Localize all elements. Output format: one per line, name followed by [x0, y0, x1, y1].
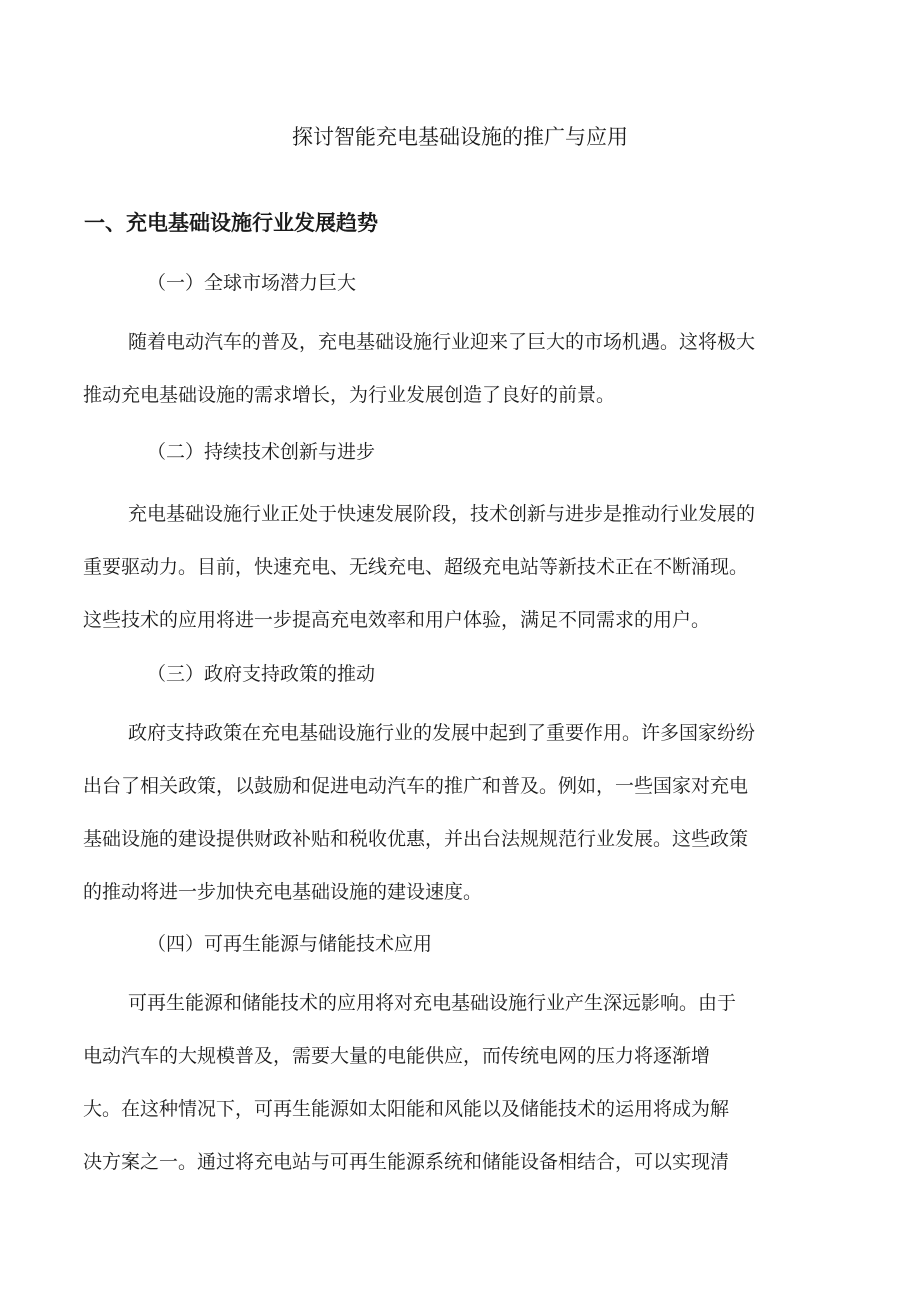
paragraph-4 — [83, 988, 843, 1200]
paragraph-line: 随着电动汽车的普及，充电基础设施行业迎来了巨大的市场机遇。这将极大 — [128, 331, 756, 353]
paragraph-line: 这些技术的应用将进一步提高充电效率和用户体验，满足不同需求的用户。 — [83, 609, 711, 631]
paragraph-line: 推动充电基础设施的需求增长，为行业发展创造了良好的前景。 — [83, 384, 616, 406]
paragraph-3 — [83, 718, 843, 930]
paragraph-line: 充电基础设施行业正处于快速发展阶段，技术创新与进步是推动行业发展的 — [128, 503, 756, 525]
subsection-heading-3: （三）政府支持政策的推动 — [147, 663, 376, 685]
paragraph-1 — [83, 327, 843, 433]
paragraph-line: 出台了相关政策，以鼓励和促进电动汽车的推广和普及。例如，一些国家对充电 — [83, 775, 749, 797]
document-title: 探讨智能充电基础设施的推广与应用 — [292, 125, 628, 149]
subsection-heading-2: （二）持续技术创新与进步 — [147, 441, 376, 463]
subsection-heading-4: （四）可再生能源与储能技术应用 — [147, 933, 433, 955]
paragraph-line: 决方案之一。通过将充电站与可再生能源系统和储能设备相结合，可以实现清 — [83, 1151, 730, 1173]
subsection-heading-1: （一）全球市场潜力巨大 — [147, 272, 357, 294]
paragraph-line: 大。在这种情况下，可再生能源如太阳能和风能以及储能技术的运用将成为解 — [83, 1098, 730, 1120]
paragraph-line: 重要驱动力。目前，快速充电、无线充电、超级充电站等新技术正在不断涌现。 — [83, 556, 749, 578]
paragraph-2 — [83, 499, 843, 658]
section-heading: 一、充电基础设施行业发展趋势 — [84, 211, 378, 235]
paragraph-line: 电动汽车的大规模普及，需要大量的电能供应，而传统电网的压力将逐渐增 — [83, 1045, 711, 1067]
paragraph-line: 基础设施的建设提供财政补贴和税收优惠，并出台法规规范行业发展。这些政策 — [83, 828, 749, 850]
paragraph-line: 政府支持政策在充电基础设施行业的发展中起到了重要作用。许多国家纷纷 — [128, 722, 756, 744]
paragraph-line: 可再生能源和储能技术的应用将对充电基础设施行业产生深远影响。由于 — [128, 992, 737, 1014]
paragraph-line: 的推动将进一步加快充电基础设施的建设速度。 — [83, 881, 483, 903]
